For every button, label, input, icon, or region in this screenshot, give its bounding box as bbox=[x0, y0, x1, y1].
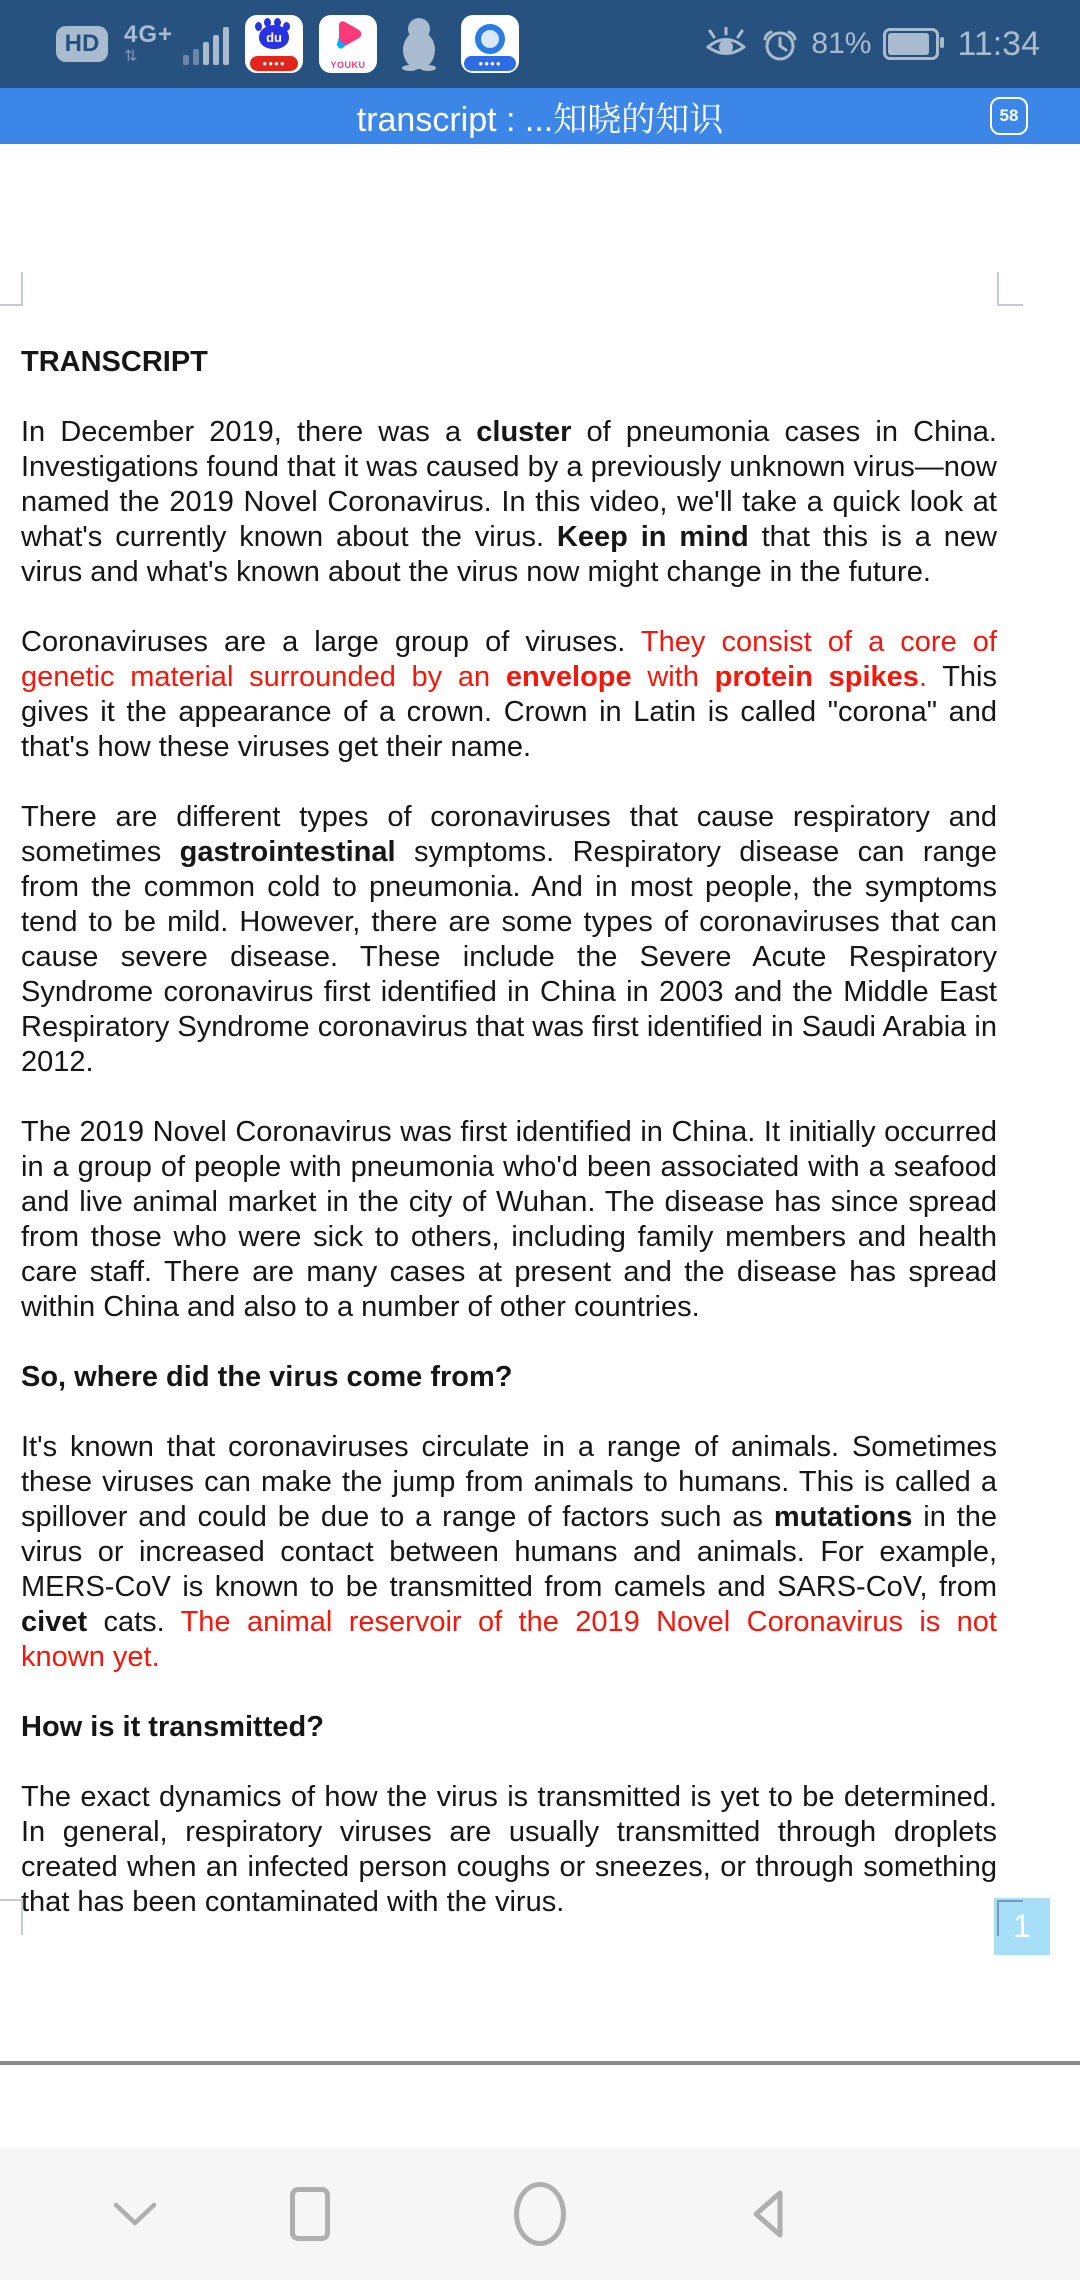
clock-time: 11:34 bbox=[957, 24, 1040, 63]
navigation-bar bbox=[0, 2147, 1080, 2280]
battery-percent: 81% bbox=[811, 27, 872, 60]
page-number-badge: 1 bbox=[994, 1898, 1050, 1955]
bottom-divider bbox=[0, 2061, 1080, 2065]
doc-paragraph: It's known that coronaviruses circulate in a range of animals. Sometimes these viruses can make the jump from animals to humans. This is called a spillover and could be due to a range of factors such as mutations in the virus or increased contact between humans and animals. For example, MERS-CoV is known to be transmitted from camels and SARS-CoV, from civet cats. The animal reservoir of the 2019 Novel Coronavirus is not known yet. bbox=[21, 1431, 998, 1673]
back-triangle-icon[interactable] bbox=[748, 2187, 788, 2241]
hd-volte-icon: HD bbox=[56, 26, 108, 62]
qq-app-icon bbox=[393, 15, 445, 73]
doc-heading: TRANSCRIPT bbox=[21, 346, 208, 378]
page-corner-bottom-right bbox=[997, 1900, 1023, 1936]
transcript-body bbox=[21, 345, 997, 1955]
youku-label: YOUKU bbox=[330, 60, 366, 70]
doc-subheading: How is it transmitted? bbox=[21, 1711, 324, 1743]
header-58-badge[interactable]: 58 bbox=[990, 97, 1028, 135]
recents-square-icon[interactable] bbox=[290, 2187, 330, 2241]
data-arrows-icon: ⇅ bbox=[124, 48, 138, 65]
doc-paragraph: There are different types of coronaviruses that cause respiratory and sometimes gastrointestinal symptoms. Respiratory disease can range from the common cold to pneumonia. And in most people, the symptoms tend to be mild. However, there are some types of coronaviruses that can cause severe disease. These include the Severe Acute Respiratory Syndrome coronavirus first identified in China in 2003 and the Middle East Respiratory Syndrome coronavirus that was first identified in Saudi Arabia in 2012. bbox=[21, 801, 997, 1078]
alarm-clock-icon bbox=[761, 25, 799, 63]
doc-paragraph: Coronaviruses are a large group of viruses. They consist of a core of genetic material surrounded by an envelope with protein spikes. This gives it the appearance of a crown. Crown in Latin is called "corona" and that's how these viruses get their name. bbox=[21, 626, 998, 763]
status-bar bbox=[0, 0, 1080, 88]
app-header bbox=[0, 88, 1080, 144]
baidu-app-icon: du ●●●● bbox=[245, 15, 303, 73]
doc-paragraph: The 2019 Novel Coronavirus was first identified in China. It initially occurred in a group of people with pneumonia who'd been associated with a seafood and live animal market in the city of Wuhan. The disease has since spread from those who were sick to others, including family members and health care staff. There are many cases at present and the disease has spread within China and also to a number of other countries. bbox=[21, 1116, 997, 1323]
doc-paragraph: In December 2019, there was a cluster of pneumonia cases in China. Investigations found that it was caused by a previously unknown virus—now named the 2019 Novel Coronavirus. In this video, we'll take a quick look at what's currently known about the virus. Keep in mind that this is a new virus and what's known about the virus now might change in the future. bbox=[21, 416, 997, 588]
network-type-indicator: 4G+ ⇅ bbox=[124, 21, 174, 65]
eye-protection-icon bbox=[703, 27, 749, 61]
document-title: transcript : ...知晓的知识 bbox=[356, 100, 724, 139]
home-circle-icon[interactable] bbox=[514, 2182, 566, 2246]
page-corner-bottom-left bbox=[0, 1899, 23, 1935]
hide-navbar-chevron-icon[interactable] bbox=[112, 2201, 158, 2227]
signal-bars-icon bbox=[183, 23, 229, 65]
status-bar-right bbox=[703, 25, 1040, 64]
battery-icon bbox=[883, 28, 939, 60]
youku-app-icon bbox=[319, 15, 377, 73]
page-corner-top-right bbox=[997, 272, 1023, 306]
doc-paragraph: The exact dynamics of how the virus is transmitted is yet to be determined. In general, respiratory viruses are usually transmitted through droplets created when an infected person coughs or sneezes, or through something that has been contaminated with the virus. bbox=[21, 1781, 997, 1918]
quark-app-icon: ●●●● bbox=[461, 15, 519, 73]
page-corner-top-left bbox=[0, 272, 23, 306]
doc-subheading: So, where did the virus come from? bbox=[21, 1361, 513, 1393]
status-bar-left bbox=[56, 15, 519, 73]
